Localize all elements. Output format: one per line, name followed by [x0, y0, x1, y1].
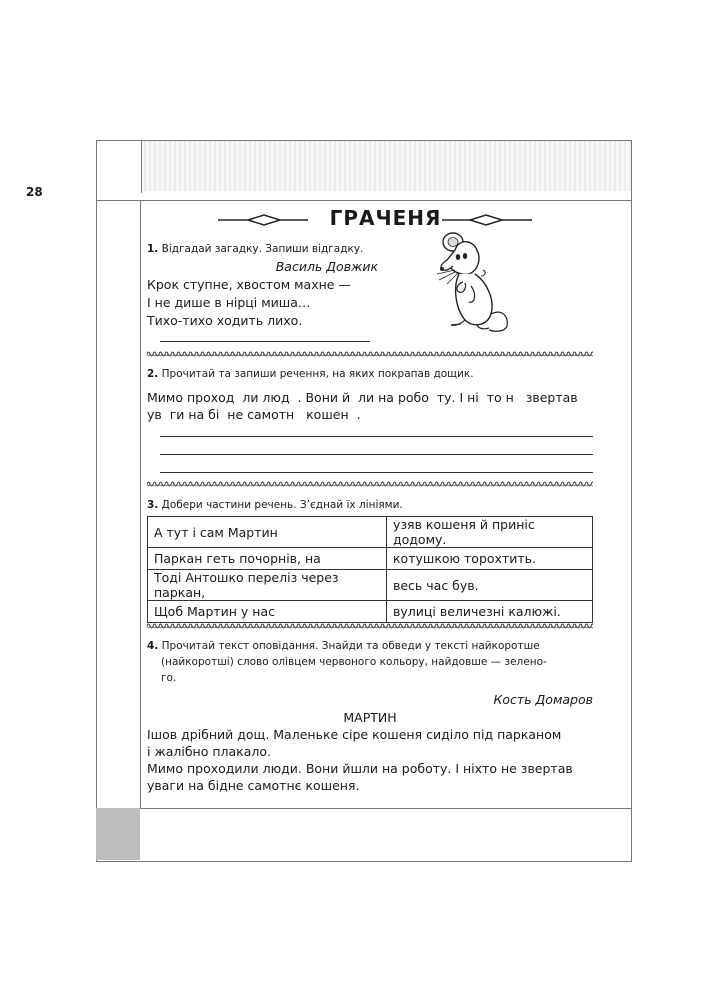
story-line: Мимо проходили люди. Вони йшли на роботу. І ніхто не звертав — [147, 761, 573, 776]
task2-instruction — [147, 368, 593, 380]
riddle-line: І не дише в нірці миша… — [147, 295, 311, 310]
footer-divider — [140, 808, 631, 809]
riddle-line: Тихо-тихо ходить лихо. — [147, 313, 303, 328]
task3-number: 3. — [147, 499, 159, 511]
table-row — [148, 570, 593, 601]
task2-text: Прочитай та запиши речення, на яких покрапав дощик. — [161, 368, 474, 380]
task4-instruction — [147, 638, 593, 686]
page-number: 28 — [26, 185, 43, 199]
task2-rain-text — [147, 389, 593, 423]
rain-text-line: ув ги на бі не самотн кошен . — [147, 407, 361, 422]
table-row — [148, 601, 593, 623]
task1-answer-line[interactable] — [160, 341, 370, 342]
rain-text-line: Мимо проход ли люд . Вони й ли на робо ту. І ні то н звертав — [147, 390, 578, 405]
table-cell-left[interactable]: Паркан геть почорнів, на — [148, 548, 387, 570]
task4-text-line: (найкоротші) слово олівцем червоного кольору, найдовше — зелено- — [161, 656, 547, 668]
matching-table — [147, 516, 593, 623]
decorative-header-band — [141, 141, 631, 191]
table-cell-left[interactable]: А тут і сам Мартин — [148, 517, 387, 548]
table-cell-right[interactable]: котушкою торохтить. — [387, 548, 593, 570]
task2-number: 2. — [147, 368, 159, 380]
table-cell-right[interactable]: весь час був. — [387, 570, 593, 601]
footer-gray-block — [96, 808, 140, 860]
table-cell-left[interactable]: Тоді Антошко переліз через паркан, — [148, 570, 387, 601]
task2-answer-line[interactable] — [160, 472, 593, 473]
task1-text: Відгадай загадку. Запиши відгадку. — [161, 243, 364, 255]
table-row — [148, 517, 593, 548]
task4-text-line: Прочитай текст оповідання. Знайди та обведи у тексті найкоротше — [161, 640, 540, 652]
title-block — [140, 200, 631, 234]
task4-number: 4. — [147, 640, 159, 652]
task1-number: 1. — [147, 243, 159, 255]
riddle-poem — [147, 276, 407, 330]
task2-answer-line[interactable] — [160, 454, 593, 455]
page-title: ГРАЧЕНЯ — [329, 206, 442, 230]
wave-divider — [147, 622, 593, 630]
story-text — [147, 726, 593, 794]
mouse-icon — [425, 228, 520, 336]
header-corner — [97, 141, 142, 193]
task3-instruction — [147, 499, 593, 511]
story-line: Ішов дрібний дощ. Маленьке сіре кошеня сиділо під парканом — [147, 727, 562, 742]
matching-table-wrap — [147, 516, 593, 623]
table-row — [148, 548, 593, 570]
wave-divider — [147, 480, 593, 488]
table-cell-right[interactable]: вулиці величезні калюжі. — [387, 601, 593, 623]
left-margin-line — [140, 200, 141, 808]
story-line: і жалібно плакало. — [147, 744, 271, 759]
task1-instruction — [147, 243, 593, 255]
task1-author: Василь Довжик — [275, 259, 378, 274]
wave-divider — [147, 350, 593, 358]
story-line: уваги на бідне самотнє кошеня. — [147, 778, 360, 793]
table-cell-right[interactable]: узяв кошеня й приніс додому. — [387, 517, 593, 548]
story-title: МАРТИН — [343, 710, 397, 725]
task4-text-line: го. — [161, 672, 177, 684]
task2-answer-line[interactable] — [160, 436, 593, 437]
table-cell-left[interactable]: Щоб Мартин у нас — [148, 601, 387, 623]
task3-text: Добери частини речень. З’єднай їх лініями. — [161, 499, 403, 511]
right-ornament-icon — [442, 214, 532, 226]
task4-author: Кость Домаров — [493, 692, 593, 707]
riddle-line: Крок ступне, хвостом махне — — [147, 277, 351, 292]
